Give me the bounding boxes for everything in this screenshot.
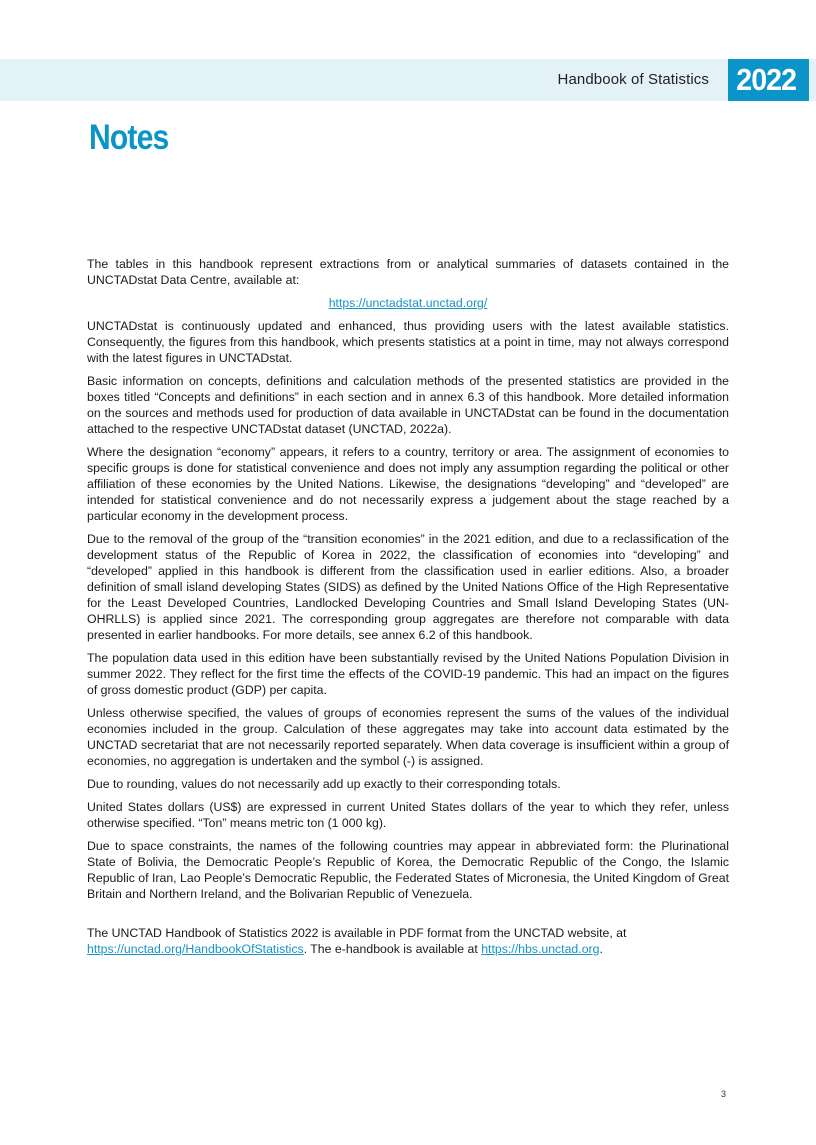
availability-note (87, 925, 729, 957)
availability-text-after: . (599, 942, 603, 956)
handbook-link[interactable]: https://unctad.org/HandbookOfStatistics (87, 942, 304, 956)
paragraph-aggregates: Unless otherwise specified, the values of groups of economies represent the sums of the values of the individual economies included in the group. Calculation of these aggregates may take into account data estimated by the UNCTAD secretariat that are not necessarily reported separately. When data coverage is insufficient within a group of economies, no aggregation is undertaken and the symbol (-) is assigned. (87, 706, 729, 768)
paragraph-rounding: Due to rounding, values do not necessarily add up exactly to their corresponding totals. (87, 777, 561, 791)
paragraph-country-names: Due to space constraints, the names of the following countries may appear in abbreviated form: the Plurinational State of Bolivia, the Democratic People’s Republic of Korea, the Democratic Republic of the Congo, the Islamic Republic of Iran, Lao People’s Democratic Republic, the Federated States of Micronesia, the United Kingdom of Great Britain and Northern Ireland, and the Bolivarian Republic of Venezuela. (87, 839, 729, 901)
unctadstat-link[interactable]: https://unctadstat.unctad.org/ (328, 296, 488, 310)
ehandbook-link[interactable]: https://hbs.unctad.org (481, 942, 600, 956)
page-number: 3 (721, 1089, 727, 1099)
availability-text-middle: . The e-handbook is available at (303, 942, 482, 956)
paragraph-currency: United States dollars (US$) are expressed in current United States dollars of the year to which they refer, unless otherwise specified. “Ton” means metric ton (1 000 kg). (87, 800, 729, 830)
page-title: Notes (89, 118, 169, 157)
paragraph-population: The population data used in this edition have been substantially revised by the United Nations Population Division in summer 2022. They reflect for the first time the effects of the COVID-19 pandemic. This had an impact on the figures of gross domestic product (GDP) per capita. (87, 651, 729, 697)
notes-body (87, 256, 729, 964)
availability-text-before: The UNCTAD Handbook of Statistics 2022 is available in PDF format from the UNCTAD website, at (87, 926, 627, 940)
paragraph-classification: Due to the removal of the group of the “transition economies” in the 2021 edition, and due to a reclassification of the development status of the Republic of Korea in 2022, the classification of economies into “developing” and “developed” applied in this handbook is different from the classification used in earlier editions. Also, a broader definition of small island developing States (SIDS) as defined by the United Nations Office of the High Representative for the Least Developed Countries, Landlocked Developing Countries and Small Island Developing States (UN-OHRLLS) is applied since 2021. The corresponding group aggregates are therefore not comparable with data presented in earlier handbooks. For more details, see annex 6.2 of this handbook. (87, 532, 729, 642)
paragraph-concepts: Basic information on concepts, definitions and calculation methods of the presented statistics are provided in the boxes titled “Concepts and definitions” in each section and in annex 6.3 of this handbook. More detailed information on the sources and methods used for production of data available in UNCTADstat can be found in the documentation attached to the respective UNCTADstat dataset (UNCTAD, 2022a). (87, 374, 729, 436)
paragraph-intro: The tables in this handbook represent extractions from or analytical summaries of datasets contained in the UNCTADstat Data Centre, available at: (87, 257, 729, 287)
paragraph-updates: UNCTADstat is continuously updated and enhanced, thus providing users with the latest available statistics. Consequently, the figures from this handbook, which presents statistics at a point in time, may not always correspond with the latest figures in UNCTADstat. (87, 319, 729, 365)
unctadstat-link-line (87, 295, 729, 311)
handbook-title: Handbook of Statistics (557, 71, 709, 88)
paragraph-economy-designation: Where the designation “economy” appears, it refers to a country, territory or area. The assignment of economies to specific groups is done for statistical convenience and does not imply any assumption regarding the political or other affiliation of these economies by the United Nations. Likewise, the designations “developing” and “developed” are intended for statistical convenience and do not necessarily express a judgement about the stage reached by a particular economy in the development process. (87, 445, 729, 523)
year-badge: 2022 (728, 59, 809, 101)
